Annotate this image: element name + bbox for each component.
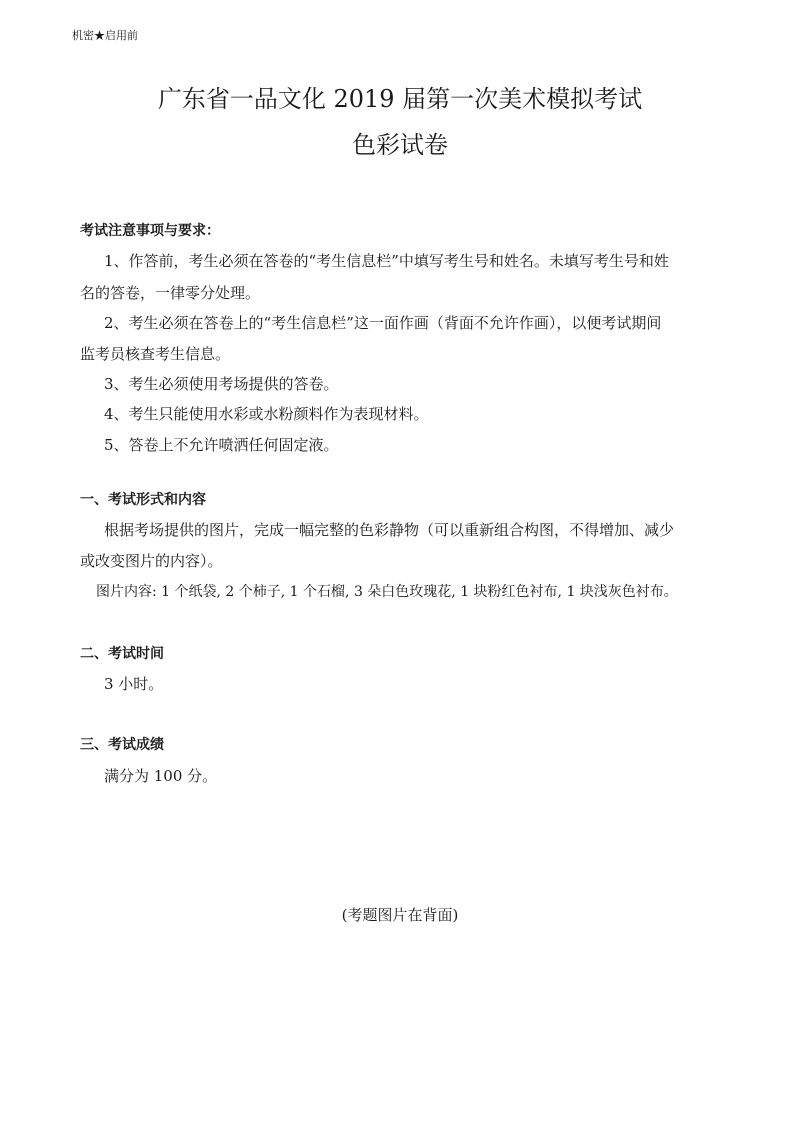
notice-line: 1、作答前，考生必须在答卷的“考生信息栏”中填写考生号和姓名。未填写考生号和姓 — [104, 252, 669, 270]
footer-note: (考题图片在背面) — [341, 906, 459, 924]
notice-line: 5、答卷上不允许喷洒任何固定液。 — [104, 436, 339, 454]
notice-line: 3、考生必须使用考场提供的答卷。 — [104, 375, 339, 393]
notice-line: 2、考生必须在答卷上的“考生信息栏”这一面作画（背面不允许作画），以便考试期间 — [104, 314, 662, 332]
section-line: 满分为 100 分。 — [104, 767, 218, 785]
section-line: 图片内容: 1 个纸袋, 2 个柿子, 1 个石榴, 3 朵白色玫瑰花, 1 块粉红色衬布, 1 块浅灰色衬布。 — [96, 584, 678, 600]
notice-line: 4、考生只能使用水彩或水粉颜料作为表现材料。 — [104, 405, 429, 423]
notice-line: 监考员核查考生信息。 — [80, 345, 231, 363]
section-heading: 二、考试时间 — [80, 646, 164, 662]
section-heading: 一、考试形式和内容 — [80, 492, 206, 508]
section-line: 3 小时。 — [104, 675, 164, 693]
page-title: 广东省一品文化 2019 届第一次美术模拟考试 — [157, 85, 643, 113]
notice-line: 名的答卷，一律零分处理。 — [80, 284, 261, 302]
page-subtitle: 色彩试卷 — [352, 131, 448, 159]
confidential-label: 机密★启用前 — [72, 29, 138, 42]
section-line: 根据考场提供的图片，完成一幅完整的色彩静物（可以重新组合构图，不得增加、减少 — [104, 521, 675, 539]
section-line: 或改变图片的内容）。 — [80, 552, 223, 570]
notice-heading: 考试注意事项与要求： — [80, 223, 220, 239]
section-heading: 三、考试成绩 — [80, 737, 164, 753]
